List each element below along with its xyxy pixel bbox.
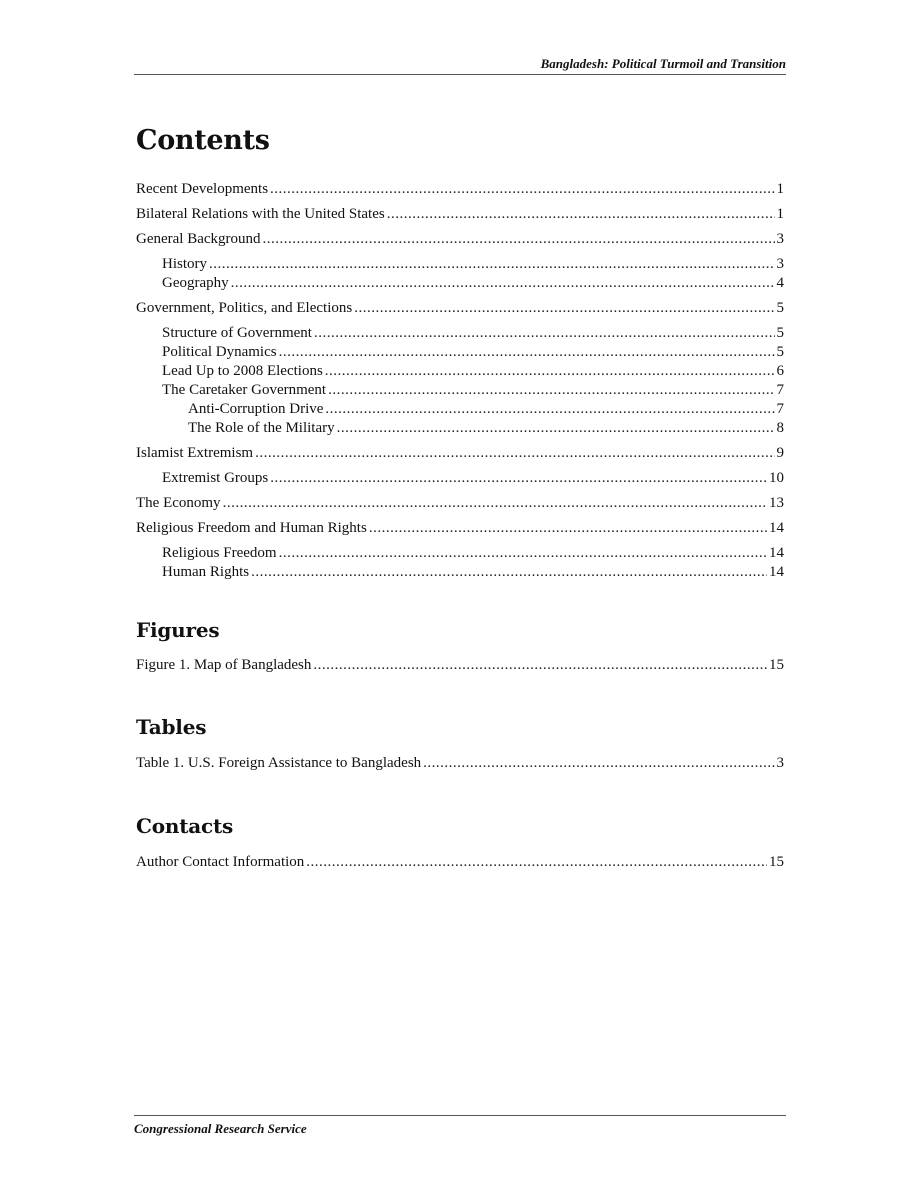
toc-page-number: 8 bbox=[776, 420, 784, 436]
toc-page-number: 5 bbox=[776, 344, 784, 360]
contents-heading: Contents bbox=[136, 125, 270, 156]
toc-entry-history[interactable] bbox=[136, 255, 784, 274]
toc-page-number: 10 bbox=[769, 470, 784, 486]
toc-page-number: 3 bbox=[776, 256, 784, 272]
toc-page-number: 7 bbox=[776, 401, 784, 417]
toc-entry-label: Table 1. U.S. Foreign Assistance to Bangladesh bbox=[136, 755, 422, 771]
dot-leader bbox=[325, 362, 775, 381]
toc-page-number: 9 bbox=[776, 445, 784, 461]
toc-page-number: 15 bbox=[769, 854, 784, 870]
dot-leader bbox=[279, 544, 767, 563]
toc-page-number: 6 bbox=[776, 363, 784, 379]
running-header-title: Bangladesh: Political Turmoil and Transition bbox=[540, 56, 786, 71]
running-header bbox=[134, 56, 786, 75]
toc-entry-human-rights[interactable] bbox=[136, 563, 784, 582]
toc-entry-label: Geography bbox=[162, 275, 229, 291]
toc-entry-geography[interactable] bbox=[136, 274, 784, 293]
toc-page-number: 3 bbox=[776, 231, 784, 247]
toc-entry-label: The Economy bbox=[136, 495, 221, 511]
toc-entry-label: Structure of Government bbox=[162, 325, 312, 341]
toc-entry-general-background[interactable] bbox=[136, 230, 784, 249]
toc-entry-label: Islamist Extremism bbox=[136, 445, 254, 461]
toc-entry-label: General Background bbox=[136, 231, 261, 247]
toc-entry-label: Lead Up to 2008 Elections bbox=[162, 363, 323, 379]
toc-entry-extremist-groups[interactable] bbox=[136, 469, 784, 488]
dot-leader bbox=[313, 656, 767, 675]
dot-leader bbox=[423, 754, 774, 773]
toc-entry-label: Anti-Corruption Drive bbox=[188, 401, 324, 417]
toc-entry-label: The Role of the Military bbox=[188, 420, 335, 436]
table-of-contents bbox=[136, 124, 784, 872]
toc-entry-label: Extremist Groups bbox=[162, 470, 269, 486]
toc-entry-anti-corruption-drive[interactable] bbox=[136, 400, 784, 419]
toc-page-number: 5 bbox=[776, 325, 784, 341]
dot-leader bbox=[223, 494, 767, 513]
toc-page-number: 5 bbox=[776, 300, 784, 316]
toc-entry-label: The Caretaker Government bbox=[162, 382, 327, 398]
dot-leader bbox=[231, 274, 775, 293]
toc-entry-label: Author Contact Information bbox=[136, 854, 305, 870]
toc-entry-recent-developments[interactable] bbox=[136, 180, 784, 199]
dot-leader bbox=[354, 299, 774, 318]
dot-leader bbox=[325, 400, 774, 419]
toc-page-number: 14 bbox=[769, 520, 784, 536]
dot-leader bbox=[337, 419, 775, 438]
dot-leader bbox=[209, 255, 775, 274]
toc-page-number: 4 bbox=[776, 275, 784, 291]
toc-entry-label: Figure 1. Map of Bangladesh bbox=[136, 657, 312, 673]
toc-entry-structure-of-government[interactable] bbox=[136, 324, 784, 343]
dot-leader bbox=[270, 180, 774, 199]
toc-entry-islamist-extremism[interactable] bbox=[136, 444, 784, 463]
toc-entry-author-contact[interactable] bbox=[136, 853, 784, 872]
toc-page-number: 1 bbox=[776, 206, 784, 222]
toc-entry-label: Religious Freedom and Human Rights bbox=[136, 520, 367, 536]
toc-page-number: 14 bbox=[769, 564, 784, 580]
toc-entry-bilateral-relations[interactable] bbox=[136, 205, 784, 224]
toc-entry-label: Human Rights bbox=[162, 564, 250, 580]
dot-leader bbox=[387, 205, 775, 224]
toc-entry-label: History bbox=[162, 256, 207, 272]
dot-leader bbox=[251, 563, 767, 582]
toc-entry-the-economy[interactable] bbox=[136, 494, 784, 513]
toc-entry-label: Government, Politics, and Elections bbox=[136, 300, 353, 316]
dot-leader bbox=[279, 343, 775, 362]
toc-entry-table-1[interactable] bbox=[136, 754, 784, 773]
toc-entry-figure-1[interactable] bbox=[136, 656, 784, 675]
toc-entry-religious-freedom[interactable] bbox=[136, 544, 784, 563]
dot-leader bbox=[255, 444, 774, 463]
dot-leader bbox=[369, 519, 767, 538]
toc-entry-government-politics-elections[interactable] bbox=[136, 299, 784, 318]
dot-leader bbox=[314, 324, 775, 343]
toc-entry-label: Political Dynamics bbox=[162, 344, 277, 360]
dot-leader bbox=[306, 853, 767, 872]
toc-entry-religious-freedom-human-rights[interactable] bbox=[136, 519, 784, 538]
contacts-heading: Contacts bbox=[136, 814, 234, 838]
toc-page-number: 3 bbox=[776, 755, 784, 771]
running-footer bbox=[134, 1115, 786, 1137]
toc-page-number: 14 bbox=[769, 545, 784, 561]
toc-entry-label: Recent Developments bbox=[136, 181, 269, 197]
toc-page-number: 13 bbox=[769, 495, 784, 511]
toc-entry-label: Religious Freedom bbox=[162, 545, 277, 561]
toc-entry-political-dynamics[interactable] bbox=[136, 343, 784, 362]
toc-list bbox=[136, 180, 784, 582]
toc-entry-role-of-military[interactable] bbox=[136, 419, 784, 438]
dot-leader bbox=[270, 469, 767, 488]
toc-page-number: 15 bbox=[769, 657, 784, 673]
toc-entry-caretaker-government[interactable] bbox=[136, 381, 784, 400]
toc-page-number: 1 bbox=[776, 181, 784, 197]
dot-leader bbox=[328, 381, 774, 400]
toc-entry-label: Bilateral Relations with the United States bbox=[136, 206, 385, 222]
toc-entry-lead-up-2008-elections[interactable] bbox=[136, 362, 784, 381]
dot-leader bbox=[263, 230, 775, 249]
tables-heading: Tables bbox=[136, 715, 207, 739]
toc-page-number: 7 bbox=[776, 382, 784, 398]
figures-heading: Figures bbox=[136, 618, 220, 642]
running-footer-text: Congressional Research Service bbox=[134, 1121, 307, 1136]
